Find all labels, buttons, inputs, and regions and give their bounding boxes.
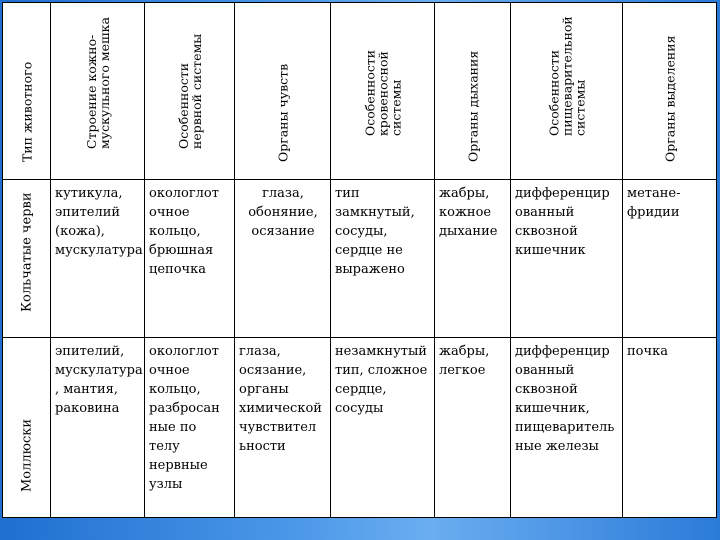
table-cell: окологлот очное кольцо, брюшная цепочка	[145, 180, 235, 338]
header-col-nervous-system: Особенности нервной системы	[145, 3, 235, 180]
header-row	[3, 3, 717, 180]
table-cell: окологлот очное кольцо, разбросан ные по телу нервные узлы	[145, 338, 235, 518]
table-cell: незамкнутый тип, сложное сердце, сосуды	[331, 338, 435, 518]
table-cell: кутикула, эпителий (кожа), мускулатура	[51, 180, 145, 338]
header-col-circulatory-system: Особенности кровеносной системы	[331, 3, 435, 180]
table-cell: дифференцир ованный сквозной кишечник	[511, 180, 623, 338]
header-col-sense-organs: Органы чувств	[235, 3, 331, 180]
header-corner: Тип животного	[3, 3, 51, 180]
table-row-mollusks	[3, 338, 717, 518]
table-cell: метане- фридии	[623, 180, 717, 338]
header-col-digestive-system: Особенности пищеварительной системы	[511, 3, 623, 180]
table-cell: дифференцир ованный сквозной кишечник, пищеваритель ные железы	[511, 338, 623, 518]
document-sheet	[2, 2, 716, 518]
table-cell: глаза, осязание, органы химической чувствител ьности	[235, 338, 331, 518]
header-col-respiratory-organs: Органы дыхания	[435, 3, 511, 180]
comparison-table	[2, 2, 717, 518]
table-cell: эпителий, мускулатура , мантия, раковина	[51, 338, 145, 518]
table-cell: почка	[623, 338, 717, 518]
table-cell: жабры, кожное дыхание	[435, 180, 511, 338]
table-cell: жабры, легкое	[435, 338, 511, 518]
header-col-skin-muscle-sac: Строение кожно- мускульного мешка	[51, 3, 145, 180]
header-col-excretory-organs: Органы выделения	[623, 3, 717, 180]
row-label-annelids: Кольчатые черви	[3, 180, 51, 338]
row-label-mollusks: Моллюски	[3, 338, 51, 518]
table-cell: глаза, обоняние, осязание	[235, 180, 331, 338]
table-cell: тип замкнутый, сосуды, сердце не выражено	[331, 180, 435, 338]
table-row-annelids	[3, 180, 717, 338]
